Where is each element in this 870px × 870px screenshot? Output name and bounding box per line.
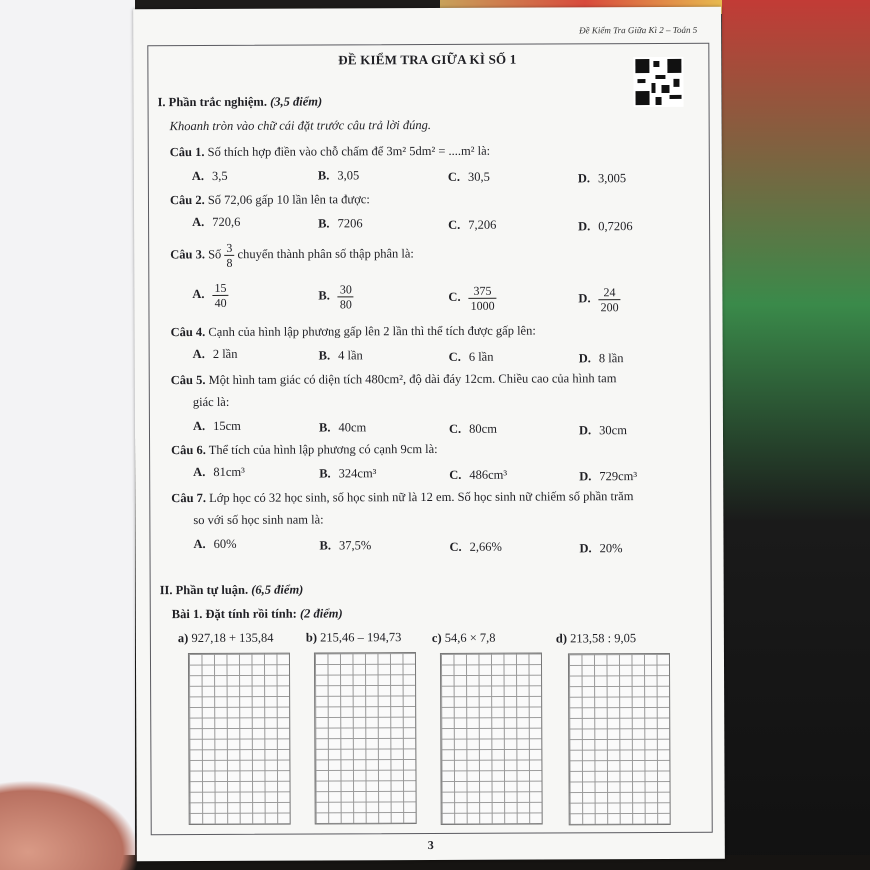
question-6: Câu 6. Thể tích của hình lập phương có cạnh 9cm là: (171, 441, 438, 458)
q4-option-a[interactable]: A. 2 lần (192, 346, 238, 362)
question-3: Câu 3. Số $\frac{3}{8}$ chuyển thành phân số thập phân là: (170, 240, 414, 270)
question-4: Câu 4. Cạnh của hình lập phương gấp lên 2 lần thì thể tích được gấp lên: (170, 323, 536, 340)
running-title: Đề Kiểm Tra Giữa Kì 2 – Toán 5 (579, 24, 698, 36)
part1-instruction: Khoanh tròn vào chữ cái đặt trước câu trả lời đúng. (169, 117, 432, 134)
q2-option-c[interactable]: C. 7,206 (448, 217, 497, 232)
q3-option-b[interactable]: B. $\frac{30}{80}$ (318, 282, 352, 312)
q3-option-c[interactable]: C. $\frac{375}{1000}$ (448, 283, 495, 313)
qr-code-icon (633, 57, 683, 107)
question-2: Câu 2. Số 72,06 gấp 10 lần lên ta được: (169, 192, 370, 208)
q2-option-d[interactable]: D. 0,7206 (578, 219, 633, 234)
bai1-heading: Bài 1. Đặt tính rồi tính: (2 điểm) (171, 606, 343, 622)
q6-option-d[interactable]: D. 729cm³ (579, 469, 638, 484)
grid-box-b (314, 652, 417, 824)
grid-box-c (440, 653, 543, 825)
q4-option-d[interactable]: D. 8 lần (578, 351, 624, 366)
question-7-continued: so với số học sinh nam là: (193, 512, 324, 528)
background-right (722, 0, 870, 870)
grid-box-a (188, 653, 291, 825)
q2-option-b[interactable]: B. 7206 (318, 216, 363, 231)
question-1: Câu 1. Số thích hợp điền vào chỗ chấm để 3m² 5dm² = ....m² là: (169, 143, 491, 160)
q1-option-c[interactable]: C. 30,5 (447, 169, 490, 184)
q3-option-d[interactable]: D. $\frac{24}{200}$ (578, 285, 619, 315)
question-5-continued: giác là: (192, 394, 230, 410)
question-5: Câu 5. Một hình tam giác có diện tích 480cm², độ dài đáy 12cm. Chiều cao của hình tam (170, 371, 617, 388)
q6-option-a[interactable]: A. 81cm³ (193, 464, 245, 480)
calc-d: d) 213,58 : 9,05 (555, 631, 637, 646)
q5-option-a[interactable]: A. 15cm (192, 418, 241, 434)
background-left (0, 0, 135, 870)
q6-option-b[interactable]: B. 324cm³ (319, 466, 377, 481)
q4-option-c[interactable]: C. 6 lần (448, 349, 494, 364)
q1-option-d[interactable]: D. 3,005 (577, 171, 627, 186)
q4-option-b[interactable]: B. 4 lần (318, 348, 363, 363)
q7-option-c[interactable]: C. 2,66% (449, 539, 502, 554)
calc-b: b) 215,46 – 194,73 (305, 630, 402, 645)
q1-option-a[interactable]: A. 3,5 (191, 168, 228, 184)
q5-option-c[interactable]: C. 80cm (448, 421, 497, 436)
q3-fraction: $\frac{3}{8}$ (226, 240, 233, 270)
q7-option-b[interactable]: B. 37,5% (319, 538, 372, 553)
q7-option-d[interactable]: D. 20% (579, 541, 623, 556)
hand (0, 780, 140, 870)
q3-option-a[interactable]: A. $\frac{15}{40}$ (192, 280, 227, 310)
calc-c: c) 54,6 × 7,8 (431, 630, 496, 645)
q5-option-d[interactable]: D. 30cm (578, 423, 627, 438)
q2-option-a[interactable]: A. 720,6 (192, 214, 241, 230)
page-number: 3 (427, 837, 434, 853)
calc-a: a) 927,18 + 135,84 (177, 630, 274, 646)
q7-option-a[interactable]: A. 60% (193, 536, 237, 552)
q1-option-b[interactable]: B. 3,05 (317, 168, 360, 183)
part1-heading: I. Phần trắc nghiệm. (3,5 điểm) (157, 94, 323, 110)
q6-option-c[interactable]: C. 486cm³ (449, 467, 508, 482)
grid-box-d (568, 653, 671, 825)
page-title: ĐỀ KIỂM TRA GIỮA KÌ SỐ 1 (338, 51, 517, 68)
part2-heading: II. Phần tự luận. (6,5 điểm) (159, 582, 304, 598)
q5-option-b[interactable]: B. 40cm (318, 420, 367, 435)
exam-page (133, 7, 725, 862)
question-7: Câu 7. Lớp học có 32 học sinh, số học sinh nữ là 12 em. Số học sinh nữ chiếm số phần trăm (171, 489, 634, 506)
